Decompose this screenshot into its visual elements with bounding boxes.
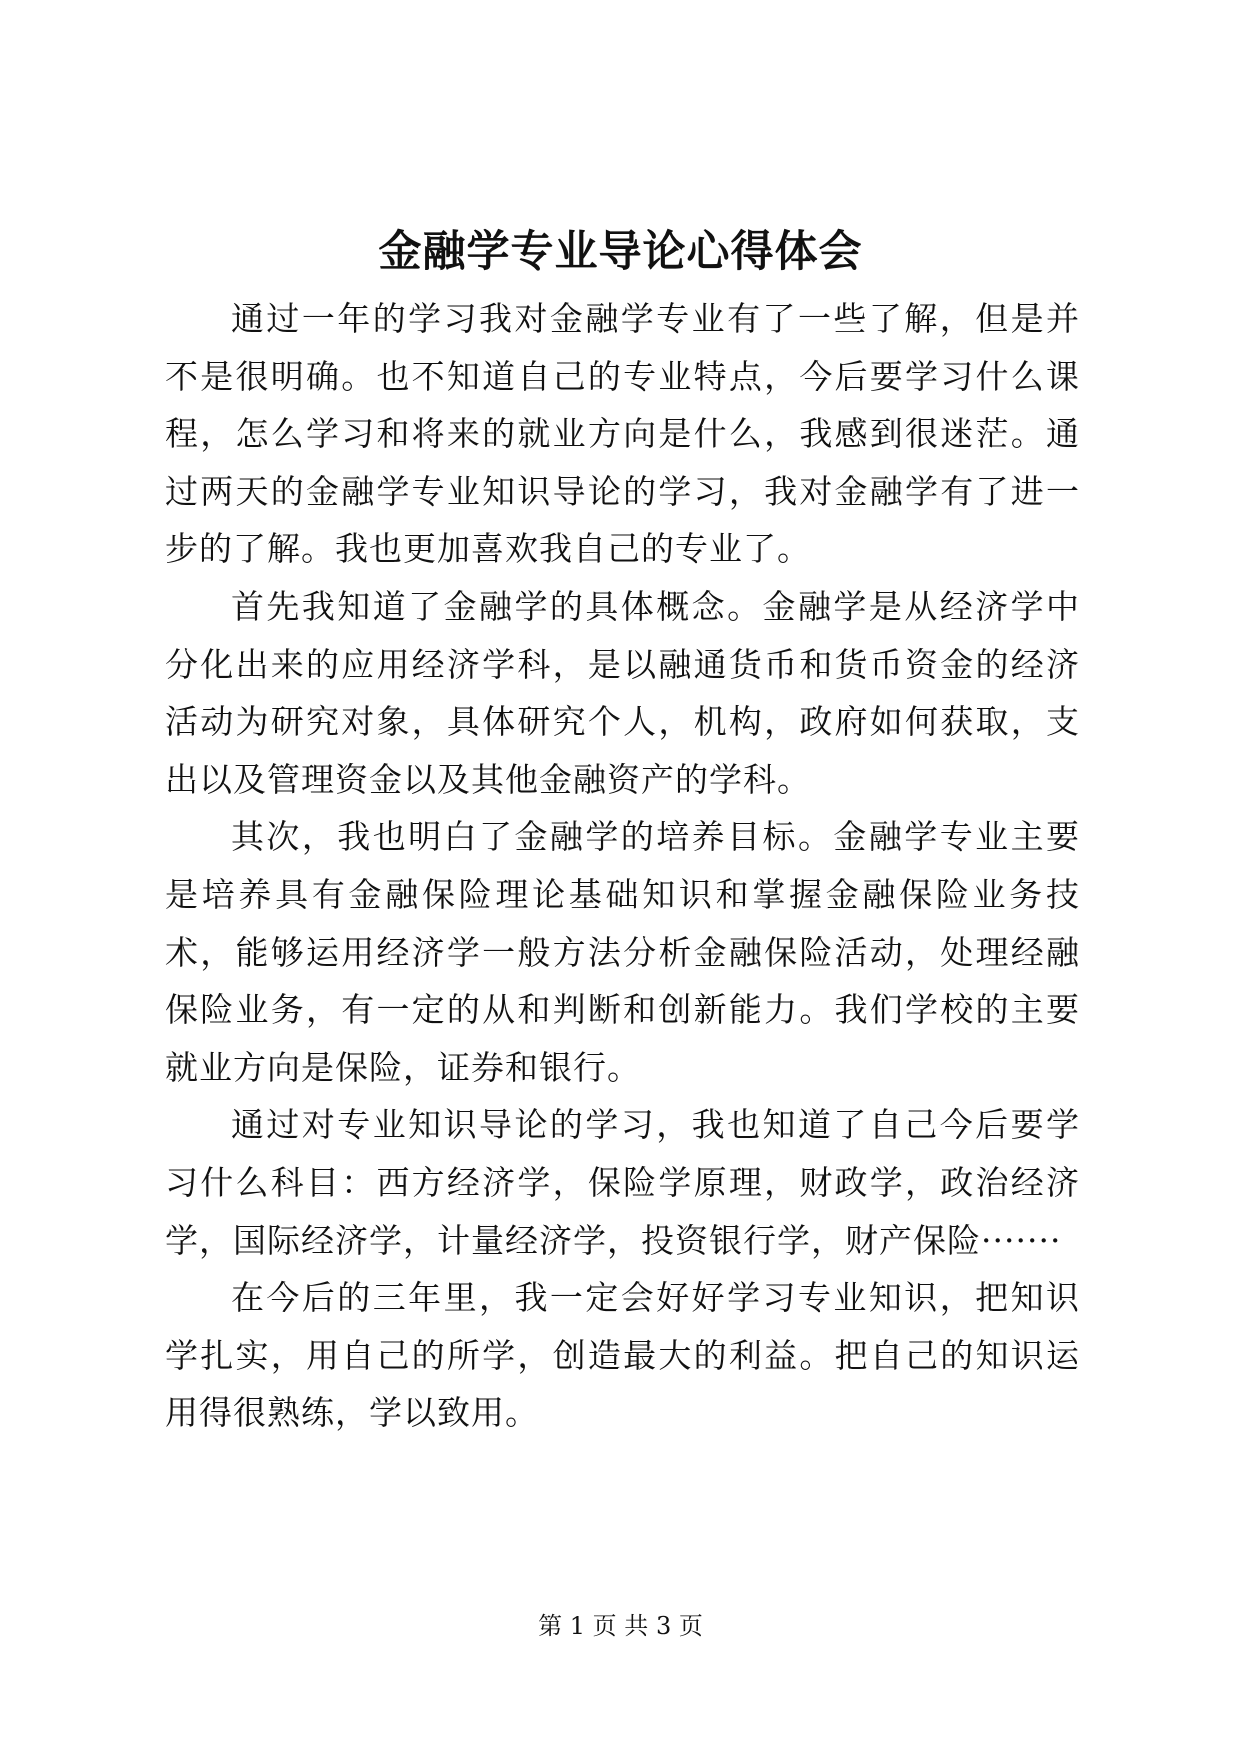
paragraph-conclusion: 在今后的三年里，我一定会好好学习专业知识，把知识学扎实，用自己的所学，创造最大的利益。把自己的知识运用得很熟练，学以致用。 bbox=[165, 1278, 1080, 1433]
page-number-footer: 第 1 页 共 3 页 bbox=[538, 1612, 703, 1640]
paragraph-concept: 首先我知道了金融学的具体概念。金融学是从经济学中分化出来的应用经济学科，是以融通货币和货币资金的经济活动为研究对象，具体研究个人，机构，政府如何获取，支出以及管理资金以及其他金融资产的学科。 bbox=[165, 586, 1080, 799]
document-body bbox=[165, 290, 1080, 1442]
paragraph-courses: 通过对专业知识导论的学习，我也知道了自己今后要学习什么科目：西方经济学，保险学原理，财政学，政治经济学，国际经济学，计量经济学，投资银行学，财产保险······· bbox=[165, 1105, 1080, 1260]
paragraph-goals: 其次，我也明白了金融学的培养目标。金融学专业主要是培养具有金融保险理论基础知识和掌握金融保险业务技术，能够运用经济学一般方法分析金融保险活动，处理经融保险业务，有一定的从和判断和创新能力。我们学校的主要就业方向是保险，证券和银行。 bbox=[165, 817, 1080, 1087]
paragraph-intro: 通过一年的学习我对金融学专业有了一些了解，但是并不是很明确。也不知道自己的专业特点，今后要学习什么课程，怎么学习和将来的就业方向是什么，我感到很迷茫。通过两天的金融学专业知识导论的学习，我对金融学有了进一步的了解。我也更加喜欢我自己的专业了。 bbox=[165, 299, 1080, 569]
document-title: 金融学专业导论心得体会 bbox=[378, 227, 863, 277]
